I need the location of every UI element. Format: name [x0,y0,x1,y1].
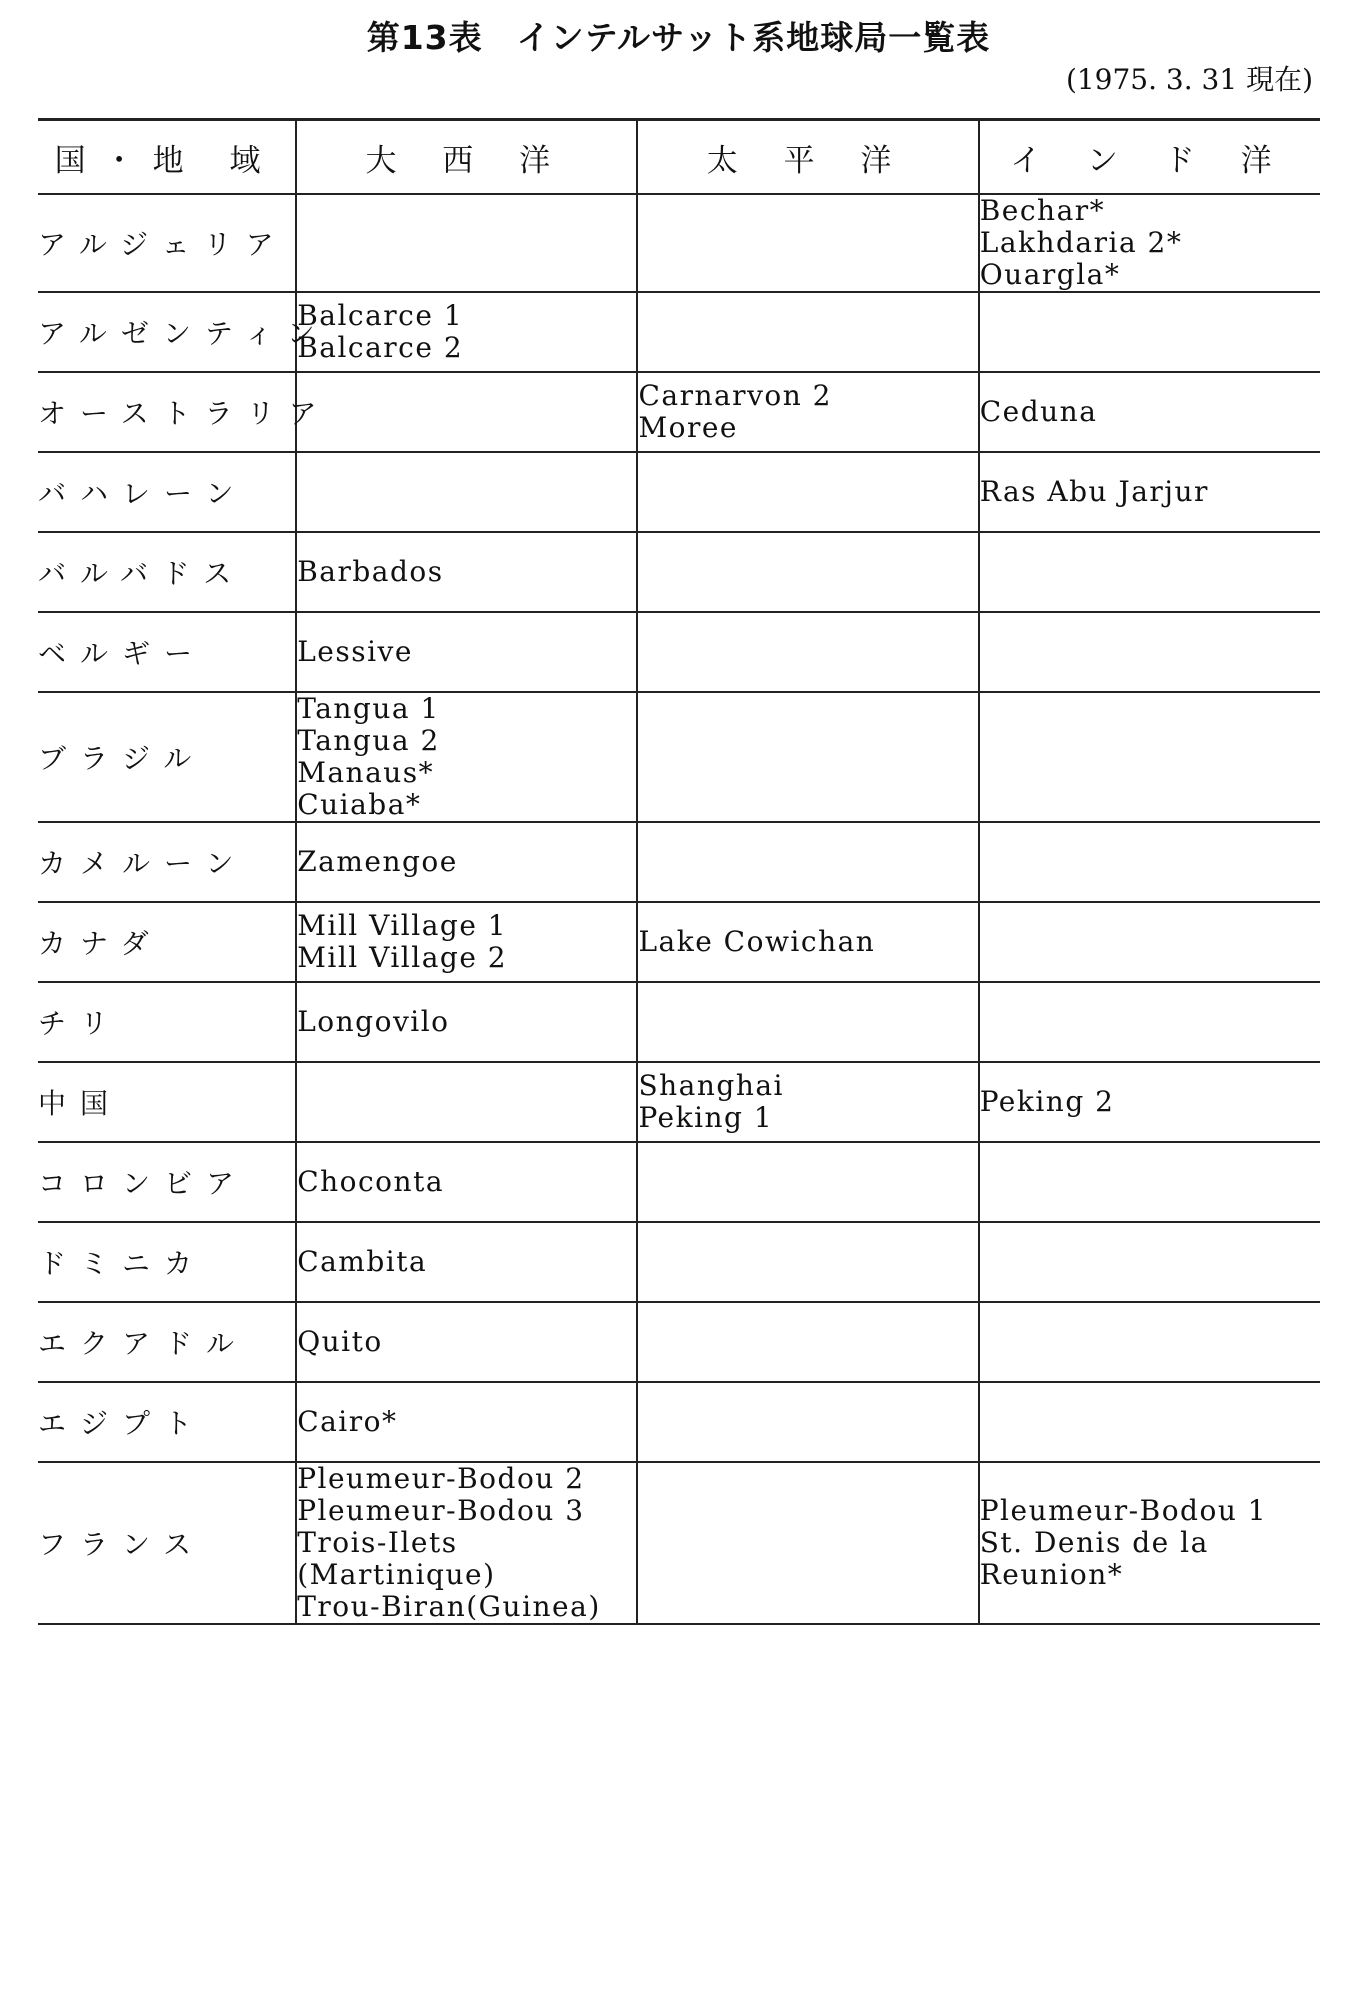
station-name: Pleumeur-Bodou 3 [297,1494,585,1527]
station-name: Balcarce 1 [297,299,464,332]
station-name: Lakhdaria 2* [979,226,1183,259]
table-row [38,902,1320,982]
pacific-stations-cell [637,822,978,902]
station-name: Barbados [297,555,444,588]
station-name: Shanghai [638,1069,784,1102]
station-name: Pleumeur-Bodou 1 [979,1494,1268,1527]
table-row [38,372,1320,452]
country-cell: アルジェリア [38,194,296,292]
atlantic-stations-cell [296,194,637,292]
station-name: Trois-Ilets [297,1526,458,1559]
indian-stations-cell [979,1062,1320,1142]
indian-stations-cell [979,292,1320,372]
pacific-stations-cell [637,692,978,822]
as-of-date: (1975. 3. 31 現在) [1065,63,1313,96]
station-name: Cambita [297,1245,428,1278]
station-name: Peking 2 [979,1085,1115,1118]
station-name: Balcarce 2 [297,331,464,364]
pacific-stations-cell [637,452,978,532]
indian-stations-cell [979,612,1320,692]
atlantic-stations-cell [296,902,637,982]
atlantic-stations-cell [296,1222,637,1302]
station-name: Zamengoe [297,845,458,878]
pacific-stations-cell [637,902,978,982]
pacific-stations-cell [637,292,978,372]
table-row [38,822,1320,902]
station-name: Pleumeur-Bodou 2 [297,1462,585,1495]
station-name: (Martinique) [297,1558,496,1591]
country-cell: ベルギー [38,612,296,692]
station-name: Quito [297,1325,383,1358]
atlantic-stations-cell [296,1462,637,1624]
atlantic-stations-cell [296,692,637,822]
country-cell: エジプト [38,1382,296,1462]
station-name: Mill Village 1 [297,909,508,942]
station-name: Cairo* [297,1405,398,1438]
station-name: St. Denis de la [979,1526,1209,1559]
country-cell: チリ [38,982,296,1062]
table-title: 第13表 インテルサット系地球局一覧表 [366,18,991,57]
pacific-stations-cell [637,982,978,1062]
station-name: Lessive [297,635,413,668]
indian-stations-cell [979,1142,1320,1222]
country-cell: カメルーン [38,822,296,902]
indian-stations-cell [979,1382,1320,1462]
atlantic-stations-cell [296,452,637,532]
pacific-stations-cell [637,194,978,292]
table-row [38,692,1320,822]
station-name: Cuiaba* [297,788,422,821]
pacific-stations-cell [637,612,978,692]
table-row [38,1302,1320,1382]
country-cell: コロンビア [38,1142,296,1222]
pacific-stations-cell [637,1382,978,1462]
atlantic-stations-cell [296,1302,637,1382]
country-cell: フランス [38,1462,296,1624]
station-name: Ras Abu Jarjur [979,475,1209,508]
station-name: Longovilo [297,1005,450,1038]
station-name: Lake Cowichan [638,925,876,958]
indian-stations-cell [979,532,1320,612]
table-row [38,1382,1320,1462]
country-cell: バハレーン [38,452,296,532]
header-indian: イ ン ド 洋 [979,120,1320,195]
table-row [38,194,1320,292]
country-cell: エクアドル [38,1302,296,1382]
indian-stations-cell [979,902,1320,982]
indian-stations-cell [979,372,1320,452]
indian-stations-cell [979,822,1320,902]
atlantic-stations-cell [296,982,637,1062]
header-atlantic: 大 西 洋 [296,120,637,195]
country-cell: アルゼンティン [38,292,296,372]
atlantic-stations-cell [296,372,637,452]
indian-stations-cell [979,194,1320,292]
indian-stations-cell [979,1222,1320,1302]
atlantic-stations-cell [296,532,637,612]
station-name: Peking 1 [638,1101,774,1134]
indian-stations-cell [979,982,1320,1062]
pacific-stations-cell [637,1302,978,1382]
atlantic-stations-cell [296,1062,637,1142]
station-name: Manaus* [297,756,435,789]
header-country: 国・地 域 [38,120,296,195]
table-row [38,982,1320,1062]
indian-stations-cell [979,692,1320,822]
country-cell: ブラジル [38,692,296,822]
pacific-stations-cell [637,372,978,452]
atlantic-stations-cell [296,612,637,692]
pacific-stations-cell [637,532,978,612]
country-cell: ドミニカ [38,1222,296,1302]
table-header [38,120,1320,195]
indian-stations-cell [979,1302,1320,1382]
indian-stations-cell [979,452,1320,532]
atlantic-stations-cell [296,292,637,372]
indian-stations-cell [979,1462,1320,1624]
table-row [38,452,1320,532]
table-row [38,612,1320,692]
station-name: Tangua 1 [297,692,440,725]
table-row [38,292,1320,372]
table-row [38,1062,1320,1142]
header-pacific: 太 平 洋 [637,120,978,195]
country-cell: オーストラリア [38,372,296,452]
table-body [38,194,1320,1624]
table-row [38,1222,1320,1302]
table-row [38,1462,1320,1624]
station-name: Bechar* [979,194,1106,227]
pacific-stations-cell [637,1222,978,1302]
country-cell: 中国 [38,1062,296,1142]
atlantic-stations-cell [296,1142,637,1222]
country-cell: バルバドス [38,532,296,612]
earth-station-table [38,118,1320,1625]
table-row [38,532,1320,612]
country-cell: カナダ [38,902,296,982]
pacific-stations-cell [637,1142,978,1222]
table-row [38,1142,1320,1222]
station-name: Tangua 2 [297,724,440,757]
pacific-stations-cell [637,1462,978,1624]
pacific-stations-cell [637,1062,978,1142]
atlantic-stations-cell [296,822,637,902]
station-name: Choconta [297,1165,445,1198]
station-name: Ceduna [979,395,1098,428]
station-name: Carnarvon 2 [638,379,832,412]
station-name: Reunion* [979,1558,1124,1591]
station-name: Trou-Biran(Guinea) [297,1590,601,1623]
station-name: Moree [638,411,739,444]
atlantic-stations-cell [296,1382,637,1462]
station-name: Ouargla* [979,258,1121,291]
station-name: Mill Village 2 [297,941,508,974]
